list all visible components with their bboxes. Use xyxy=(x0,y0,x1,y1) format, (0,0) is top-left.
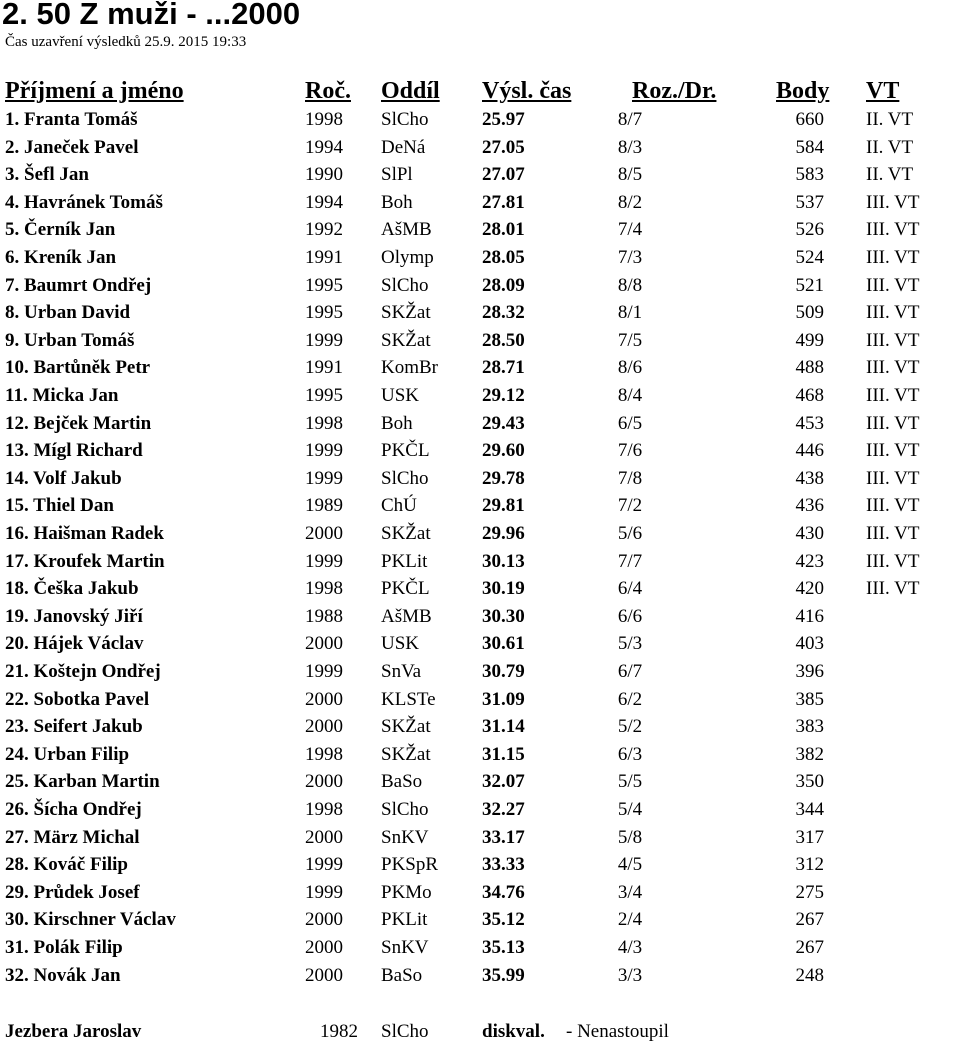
result-club: SKŽat xyxy=(381,743,431,765)
result-club: PKSpR xyxy=(381,854,439,876)
result-name: 12. Bejček Martin xyxy=(5,412,152,434)
result-rd: 6/5 xyxy=(617,412,643,434)
result-year: 2000 xyxy=(305,909,343,931)
result-year: 2000 xyxy=(305,771,343,793)
result-rd: 7/7 xyxy=(617,550,643,572)
result-time: 30.30 xyxy=(482,605,525,627)
result-club: SKŽat xyxy=(381,302,431,324)
result-year: 2000 xyxy=(305,826,343,848)
result-club: DeNá xyxy=(381,136,426,158)
result-name: 7. Baumrt Ondřej xyxy=(5,274,152,296)
result-time: 27.07 xyxy=(482,164,525,186)
result-rd: 7/2 xyxy=(617,495,643,517)
result-rd: 8/7 xyxy=(617,109,643,130)
result-year: 1994 xyxy=(305,136,343,158)
column-header-club: Oddíl xyxy=(381,78,440,104)
result-rd: 6/7 xyxy=(617,661,643,682)
result-rd: 3/4 xyxy=(617,881,643,903)
column-header-name: Příjmení a jméno xyxy=(5,78,184,104)
result-name: 17. Kroufek Martin xyxy=(5,550,165,572)
table-row xyxy=(0,548,960,575)
table-row xyxy=(0,824,960,851)
result-name: 29. Průdek Josef xyxy=(5,881,140,903)
result-name: 11. Micka Jan xyxy=(5,385,119,406)
result-points: 430 xyxy=(795,523,824,544)
result-points: 275 xyxy=(795,881,824,903)
dq-status: diskval. xyxy=(482,1021,545,1042)
result-year: 1999 xyxy=(305,329,343,351)
result-name: 26. Šícha Ondřej xyxy=(5,799,142,820)
result-name: 6. Kreník Jan xyxy=(5,247,117,268)
result-vt: III. VT xyxy=(866,412,920,434)
dq-club: SlCho xyxy=(381,1021,429,1042)
result-time: 30.79 xyxy=(482,661,525,682)
result-name: 28. Kováč Filip xyxy=(5,854,128,876)
result-name: 23. Seifert Jakub xyxy=(5,716,143,738)
result-club: SKŽat xyxy=(381,523,431,544)
result-rd: 4/5 xyxy=(617,854,643,876)
result-vt: III. VT xyxy=(866,219,920,241)
table-row xyxy=(0,134,960,161)
table-row xyxy=(0,465,960,492)
table-row xyxy=(0,189,960,216)
result-year: 1991 xyxy=(305,247,343,268)
dq-name: Jezbera Jaroslav xyxy=(5,1021,142,1042)
result-points: 383 xyxy=(795,716,824,738)
result-year: 1991 xyxy=(305,357,343,379)
table-row xyxy=(0,244,960,271)
table-row xyxy=(0,520,960,547)
table-row xyxy=(0,161,960,188)
result-year: 1998 xyxy=(305,799,343,820)
table-row xyxy=(0,796,960,823)
result-points: 526 xyxy=(795,219,824,241)
result-points: 436 xyxy=(795,495,824,517)
result-points: 423 xyxy=(795,550,824,572)
result-time: 29.43 xyxy=(482,412,525,434)
dq-year: 1982 xyxy=(320,1021,358,1042)
table-row xyxy=(0,575,960,602)
result-points: 248 xyxy=(795,964,824,986)
result-rd: 6/6 xyxy=(617,605,643,627)
result-year: 1999 xyxy=(305,467,343,489)
table-row xyxy=(0,410,960,437)
result-year: 1998 xyxy=(305,109,343,130)
result-time: 29.12 xyxy=(482,385,525,406)
result-club: KomBr xyxy=(381,357,438,379)
result-points: 382 xyxy=(795,743,824,765)
result-name: 32. Novák Jan xyxy=(5,964,121,986)
table-row xyxy=(0,962,960,989)
result-rd: 7/4 xyxy=(617,219,643,241)
result-vt: III. VT xyxy=(866,357,920,379)
result-rd: 8/1 xyxy=(617,302,643,324)
result-name: 27. März Michal xyxy=(5,826,140,848)
result-time: 35.13 xyxy=(482,937,525,958)
result-club: AšMB xyxy=(381,219,432,241)
result-rd: 4/3 xyxy=(617,937,643,958)
result-club: USK xyxy=(381,633,420,655)
result-rd: 8/2 xyxy=(617,191,643,213)
table-row xyxy=(0,879,960,906)
result-points: 468 xyxy=(795,385,824,406)
result-rd: 5/6 xyxy=(617,523,643,544)
column-header-rd: Roz./Dr. xyxy=(632,78,717,104)
result-time: 30.61 xyxy=(482,633,525,655)
table-row xyxy=(0,630,960,657)
table-row xyxy=(0,216,960,243)
result-vt: III. VT xyxy=(866,329,920,351)
result-club: Boh xyxy=(381,191,413,213)
table-row xyxy=(0,354,960,381)
result-year: 2000 xyxy=(305,633,343,655)
table-row xyxy=(0,437,960,464)
result-time: 32.07 xyxy=(482,771,525,793)
result-points: 350 xyxy=(795,771,824,793)
result-year: 1990 xyxy=(305,164,343,186)
result-time: 28.05 xyxy=(482,247,525,268)
result-name: 25. Karban Martin xyxy=(5,771,160,793)
result-name: 31. Polák Filip xyxy=(5,937,123,958)
result-time: 31.14 xyxy=(482,716,525,738)
result-points: 509 xyxy=(795,302,824,324)
result-name: 30. Kirschner Václav xyxy=(5,909,176,931)
result-club: BaSo xyxy=(381,964,423,986)
table-row xyxy=(0,327,960,354)
result-points: 312 xyxy=(795,854,824,876)
result-year: 1999 xyxy=(305,854,343,876)
result-points: 499 xyxy=(795,329,824,351)
result-club: SlCho xyxy=(381,467,429,489)
result-rd: 5/4 xyxy=(617,799,643,820)
result-year: 1995 xyxy=(305,385,343,406)
table-row xyxy=(0,686,960,713)
result-rd: 5/8 xyxy=(617,826,643,848)
result-name: 18. Češka Jakub xyxy=(5,578,139,600)
result-name: 10. Bartůněk Petr xyxy=(5,357,151,379)
result-rd: 5/2 xyxy=(617,716,643,738)
result-points: 660 xyxy=(795,109,824,130)
result-name: 24. Urban Filip xyxy=(5,743,130,765)
result-rd: 7/8 xyxy=(617,467,643,489)
result-time: 30.13 xyxy=(482,550,525,572)
result-year: 1995 xyxy=(305,302,343,324)
result-time: 27.05 xyxy=(482,136,525,158)
dq-note: - Nenastoupil xyxy=(566,1021,669,1042)
result-name: 1. Franta Tomáš xyxy=(5,109,138,130)
result-points: 488 xyxy=(795,357,824,379)
result-points: 453 xyxy=(795,412,824,434)
result-name: 22. Sobotka Pavel xyxy=(5,688,150,710)
result-name: 15. Thiel Dan xyxy=(5,495,114,517)
result-name: 5. Černík Jan xyxy=(5,219,116,241)
result-points: 438 xyxy=(795,467,824,489)
result-points: 403 xyxy=(795,633,824,655)
result-year: 2000 xyxy=(305,964,343,986)
result-time: 29.60 xyxy=(482,440,525,462)
result-year: 1988 xyxy=(305,605,343,627)
result-rd: 8/5 xyxy=(617,164,643,186)
result-points: 317 xyxy=(795,826,824,848)
result-time: 32.27 xyxy=(482,799,525,820)
result-name: 3. Šefl Jan xyxy=(5,164,89,186)
result-time: 35.99 xyxy=(482,964,525,986)
result-club: PKLit xyxy=(381,550,428,572)
disqualified-row xyxy=(0,1018,960,1045)
result-year: 2000 xyxy=(305,937,343,958)
result-club: Boh xyxy=(381,412,413,434)
result-year: 2000 xyxy=(305,688,343,710)
result-rd: 6/2 xyxy=(617,688,643,710)
result-year: 1994 xyxy=(305,191,343,213)
result-vt: III. VT xyxy=(866,274,920,296)
result-year: 1999 xyxy=(305,440,343,462)
result-points: 385 xyxy=(795,688,824,710)
table-row xyxy=(0,713,960,740)
result-vt: III. VT xyxy=(866,495,920,517)
table-row xyxy=(0,603,960,630)
result-club: KLSTe xyxy=(381,688,436,710)
result-club: ChÚ xyxy=(381,495,417,517)
result-club: SlCho xyxy=(381,799,429,820)
table-row xyxy=(0,851,960,878)
table-row xyxy=(0,741,960,768)
result-vt: III. VT xyxy=(866,247,920,268)
table-row xyxy=(0,658,960,685)
result-year: 1998 xyxy=(305,743,343,765)
result-club: SKŽat xyxy=(381,716,431,738)
result-rd: 5/3 xyxy=(617,633,643,655)
result-club: SnKV xyxy=(381,937,429,958)
result-club: SlCho xyxy=(381,274,429,296)
result-time: 35.12 xyxy=(482,909,525,931)
table-row xyxy=(0,272,960,299)
result-vt: II. VT xyxy=(866,164,914,186)
result-club: PKČL xyxy=(381,578,430,600)
result-year: 1998 xyxy=(305,412,343,434)
result-time: 28.09 xyxy=(482,274,525,296)
result-rd: 8/4 xyxy=(617,385,643,406)
result-name: 13. Mígl Richard xyxy=(5,440,143,462)
result-time: 25.97 xyxy=(482,109,525,130)
result-club: PKČL xyxy=(381,440,430,462)
result-vt: II. VT xyxy=(866,136,914,158)
result-year: 1989 xyxy=(305,495,343,517)
result-club: PKLit xyxy=(381,909,428,931)
result-time: 28.50 xyxy=(482,329,525,351)
result-club: SlCho xyxy=(381,109,429,130)
result-time: 33.33 xyxy=(482,854,525,876)
table-row xyxy=(0,934,960,961)
result-time: 27.81 xyxy=(482,191,525,213)
result-name: 21. Koštejn Ondřej xyxy=(5,661,161,682)
column-header-vt: VT xyxy=(866,78,900,104)
result-rd: 6/4 xyxy=(617,578,643,600)
result-club: SKŽat xyxy=(381,329,431,351)
result-name: 19. Janovský Jiří xyxy=(5,605,143,627)
result-time: 31.15 xyxy=(482,743,525,765)
result-time: 31.09 xyxy=(482,688,525,710)
result-club: SnKV xyxy=(381,826,429,848)
table-row xyxy=(0,768,960,795)
result-points: 396 xyxy=(795,661,824,682)
result-vt: III. VT xyxy=(866,191,920,213)
page-title: 2. 50 Z muži - ...2000 xyxy=(2,0,301,31)
result-time: 29.78 xyxy=(482,467,525,489)
result-points: 583 xyxy=(795,164,824,186)
table-row xyxy=(0,106,960,133)
result-rd: 7/5 xyxy=(617,329,643,351)
result-year: 1999 xyxy=(305,881,343,903)
result-points: 584 xyxy=(795,136,824,158)
table-row xyxy=(0,492,960,519)
result-rd: 8/6 xyxy=(617,357,643,379)
result-name: 14. Volf Jakub xyxy=(5,467,122,489)
closing-time: Čas uzavření výsledků 25.9. 2015 19:33 xyxy=(5,34,247,50)
result-rd: 8/8 xyxy=(617,274,643,296)
result-year: 1999 xyxy=(305,550,343,572)
result-time: 34.76 xyxy=(482,881,525,903)
result-time: 28.01 xyxy=(482,219,525,241)
result-points: 267 xyxy=(795,909,824,931)
result-points: 344 xyxy=(795,799,824,820)
result-name: 8. Urban David xyxy=(5,302,131,324)
column-header-time: Výsl. čas xyxy=(482,78,572,104)
result-vt: II. VT xyxy=(866,109,914,130)
table-row xyxy=(0,299,960,326)
result-vt: III. VT xyxy=(866,385,920,406)
table-row xyxy=(0,382,960,409)
result-rd: 7/6 xyxy=(617,440,643,462)
column-header-year: Roč. xyxy=(305,78,351,104)
result-points: 416 xyxy=(795,605,824,627)
result-year: 2000 xyxy=(305,716,343,738)
column-header-points: Body xyxy=(776,78,830,104)
result-points: 420 xyxy=(795,578,824,600)
result-vt: III. VT xyxy=(866,550,920,572)
result-vt: III. VT xyxy=(866,302,920,324)
result-rd: 6/3 xyxy=(617,743,643,765)
result-time: 28.32 xyxy=(482,302,525,324)
result-vt: III. VT xyxy=(866,578,920,600)
result-club: PKMo xyxy=(381,881,432,903)
result-club: Olymp xyxy=(381,247,434,268)
result-rd: 7/3 xyxy=(617,247,643,268)
result-rd: 5/5 xyxy=(617,771,643,793)
result-rd: 2/4 xyxy=(617,909,643,931)
result-points: 446 xyxy=(795,440,824,462)
result-time: 29.81 xyxy=(482,495,525,517)
result-club: SnVa xyxy=(381,661,422,682)
result-vt: III. VT xyxy=(866,440,920,462)
result-year: 1999 xyxy=(305,661,343,682)
result-name: 20. Hájek Václav xyxy=(5,633,144,655)
result-name: 16. Haišman Radek xyxy=(5,523,164,544)
result-vt: III. VT xyxy=(866,467,920,489)
result-points: 521 xyxy=(795,274,824,296)
result-time: 29.96 xyxy=(482,523,525,544)
result-points: 267 xyxy=(795,937,824,958)
result-year: 2000 xyxy=(305,523,343,544)
result-name: 2. Janeček Pavel xyxy=(5,136,139,158)
result-points: 524 xyxy=(795,247,824,268)
result-club: SlPl xyxy=(381,164,413,186)
result-name: 9. Urban Tomáš xyxy=(5,329,135,351)
result-rd: 3/3 xyxy=(617,964,643,986)
result-year: 1998 xyxy=(305,578,343,600)
result-time: 28.71 xyxy=(482,357,525,379)
result-club: AšMB xyxy=(381,605,432,627)
result-points: 537 xyxy=(795,191,824,213)
result-rd: 8/3 xyxy=(617,136,643,158)
result-club: BaSo xyxy=(381,771,423,793)
result-name: 4. Havránek Tomáš xyxy=(5,191,163,213)
result-club: USK xyxy=(381,385,420,406)
result-year: 1992 xyxy=(305,219,343,241)
table-row xyxy=(0,906,960,933)
result-time: 33.17 xyxy=(482,826,525,848)
result-vt: III. VT xyxy=(866,523,920,544)
result-time: 30.19 xyxy=(482,578,525,600)
result-year: 1995 xyxy=(305,274,343,296)
